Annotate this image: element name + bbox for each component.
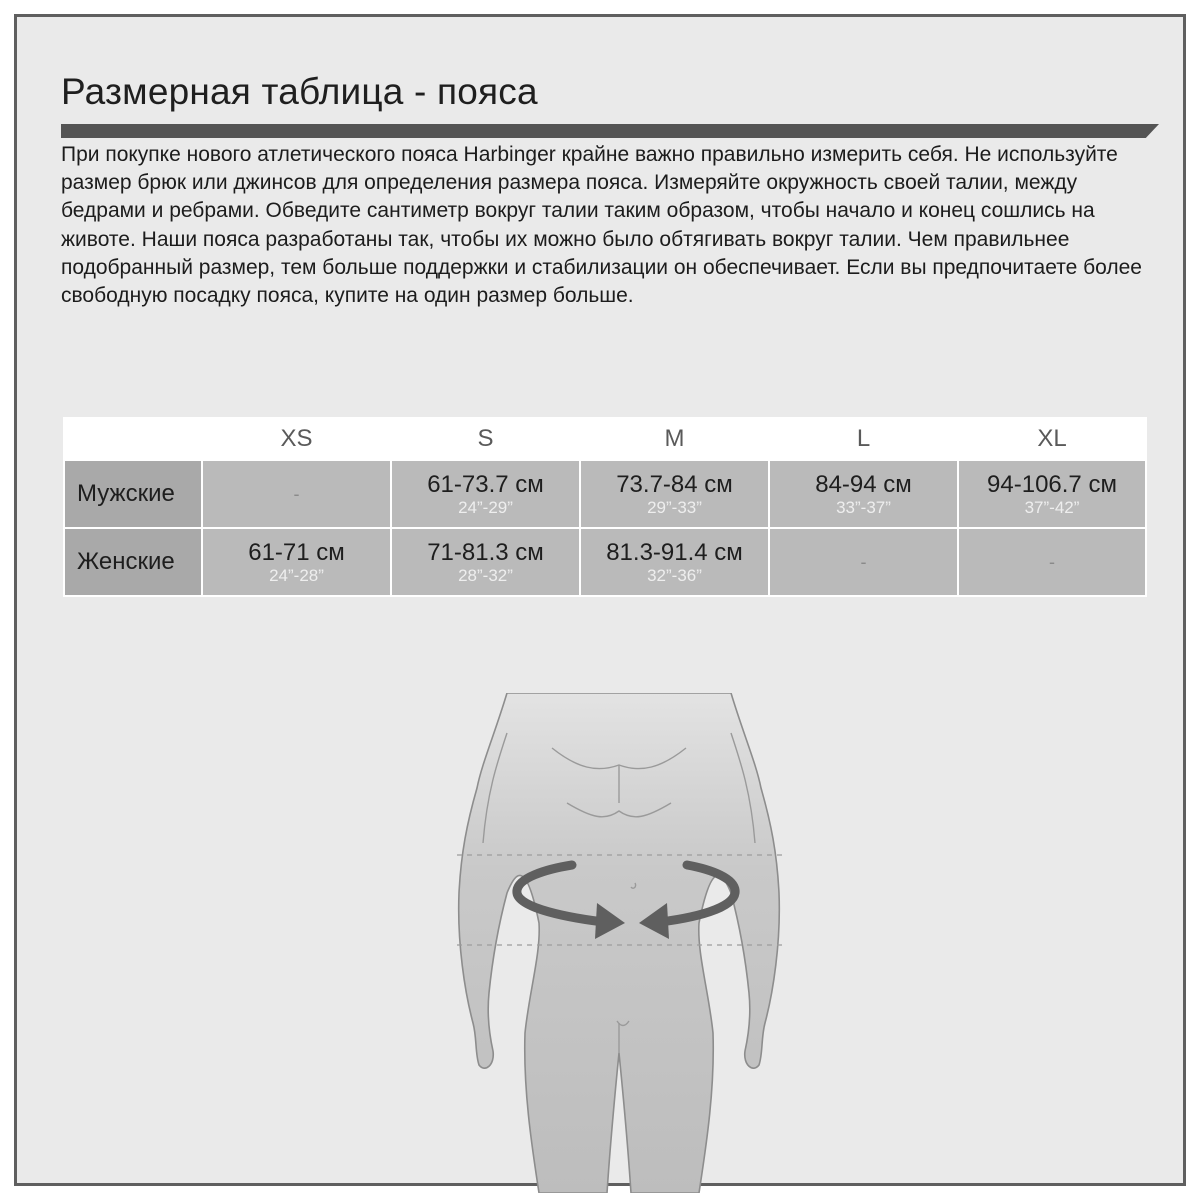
cell-inches: 33”-37” [836, 497, 891, 517]
cell-inches: 24”-28” [269, 565, 324, 585]
table-cell [958, 528, 1146, 596]
table-cell [580, 528, 769, 596]
table-cell [391, 460, 580, 528]
table-header-cell: XL [958, 418, 1146, 460]
cell-dash: - [293, 483, 300, 504]
cell-inches: 24”-29” [458, 497, 513, 517]
table-header-cell: S [391, 418, 580, 460]
table-cell [769, 460, 958, 528]
table-row [64, 528, 1146, 596]
table-cell [958, 460, 1146, 528]
cell-cm: 61-73.7 см [427, 470, 544, 498]
table-header-row [64, 418, 1146, 460]
cell-cm: 84-94 см [815, 470, 912, 498]
title-underline [61, 124, 1159, 138]
row-label: Мужские [64, 460, 202, 528]
size-table [63, 417, 1147, 597]
table-cell [391, 528, 580, 596]
table-header-cell: M [580, 418, 769, 460]
table-header-cell: L [769, 418, 958, 460]
table-cell [769, 528, 958, 596]
row-label: Женские [64, 528, 202, 596]
page-title: Размерная таблица - пояса [61, 71, 538, 112]
cell-cm: 61-71 см [248, 538, 345, 566]
table-cell [202, 528, 391, 596]
size-chart-card [14, 14, 1186, 1186]
table-row [64, 460, 1146, 528]
cell-inches: 28”-32” [458, 565, 513, 585]
waist-measurement-figure-icon [447, 693, 797, 1193]
table-cell [202, 460, 391, 528]
cell-cm: 81.3-91.4 см [606, 538, 743, 566]
cell-inches: 29”-33” [647, 497, 702, 517]
cell-dash: - [1049, 551, 1055, 572]
cell-cm: 71-81.3 см [427, 538, 544, 566]
table-cell [580, 460, 769, 528]
cell-cm: 94-106.7 см [987, 470, 1117, 498]
intro-text: При покупке нового атлетического пояса Harbinger крайне важно правильно измерить себя. Не используйте размер брюк или джинсов для определения размера пояса. Измеряйте окружность своей талии, между бедрами и ребрами. Обведите сантиметр вокруг талии таким образом, чтобы начало и конец сошлись на животе. Наши пояса разработаны так, чтобы их можно было обтягивать вокруг талии. Чем правильнее подобранный размер, тем больше поддержки и стабилизации он обеспечивает. Если вы предпочитаете более свободную посадку пояса, купите на один размер больше. [61, 143, 1142, 308]
cell-cm: 73.7-84 см [616, 470, 733, 498]
cell-inches: 37”-42” [1024, 497, 1080, 517]
cell-dash: - [860, 551, 867, 572]
cell-inches: 32”-36” [647, 565, 702, 585]
table-header-cell [64, 418, 202, 460]
table-header-cell: XS [202, 418, 391, 460]
